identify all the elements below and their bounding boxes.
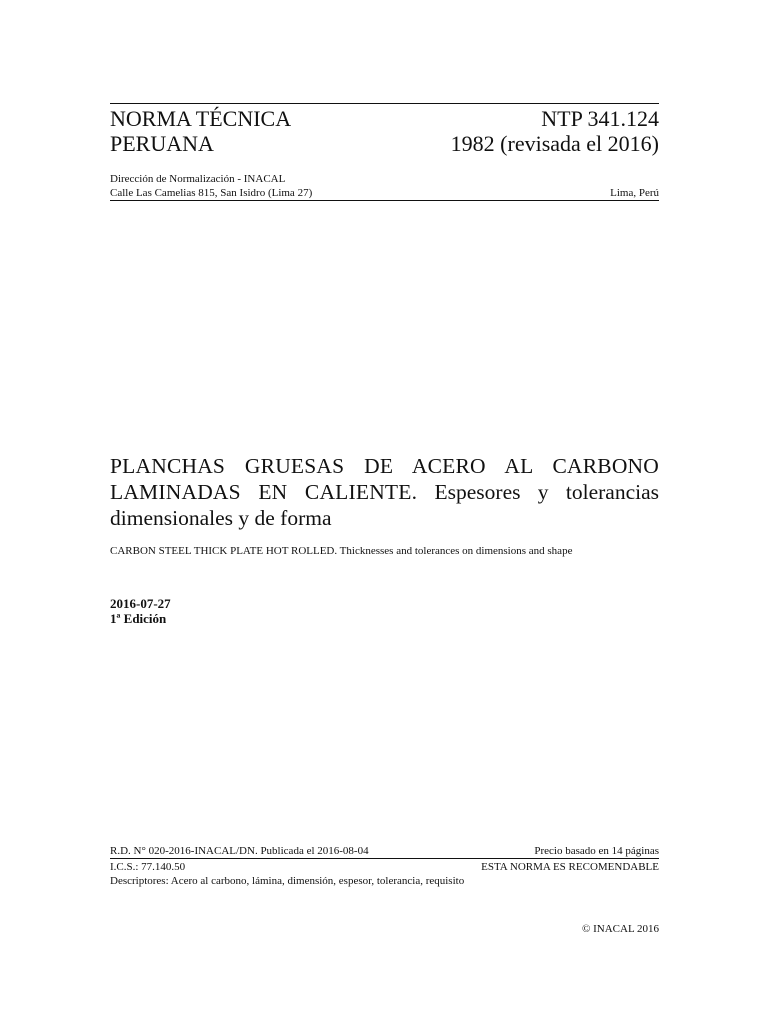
footer-row-1 [110, 845, 659, 858]
header-norma-tecnica: NORMA TÉCNICA [110, 106, 292, 131]
header-revision: 1982 (revisada el 2016) [450, 131, 659, 156]
english-title: CARBON STEEL THICK PLATE HOT ROLLED. Thicknesses and tolerances on dimensions and shape [110, 545, 573, 557]
org-location: Lima, Perú [610, 187, 659, 199]
footer-copyright: © INACAL 2016 [582, 923, 659, 935]
footer-rd: R.D. N° 020-2016-INACAL/DN. Publicada el 2016-08-04 [110, 845, 369, 857]
header-peruana: PERUANA [110, 131, 214, 156]
org-address-row [110, 187, 659, 200]
footer-price: Precio basado en 14 páginas [534, 845, 659, 857]
footer-recommendation: ESTA NORMA ES RECOMENDABLE [481, 861, 659, 873]
org-address: Calle Las Camelias 815, San Isidro (Lima 27) [110, 187, 313, 199]
edition-date: 2016-07-27 [110, 596, 171, 611]
footer-rule [110, 858, 659, 859]
document-title [110, 453, 659, 531]
edition-label: 1ª Edición [110, 611, 167, 626]
header-row-1 [110, 106, 659, 132]
footer-row-2 [110, 861, 659, 874]
header-top-rule [110, 103, 659, 104]
header-bottom-rule [110, 200, 659, 201]
header-row-2 [110, 131, 659, 157]
title-rest: Espesores y tolerancias dimensionales y de forma [110, 480, 659, 530]
title-uppercase: PLANCHAS GRUESAS DE ACERO AL CARBONO LAMINADAS EN CALIENTE. [110, 454, 659, 504]
org-direction: Dirección de Normalización - INACAL [110, 173, 286, 185]
header-ntp-number: NTP 341.124 [541, 106, 659, 131]
footer-ics: I.C.S.: 77.140.50 [110, 861, 186, 873]
footer-descriptors: Descriptores: Acero al carbono, lámina, dimensión, espesor, tolerancia, requisito [110, 875, 465, 887]
